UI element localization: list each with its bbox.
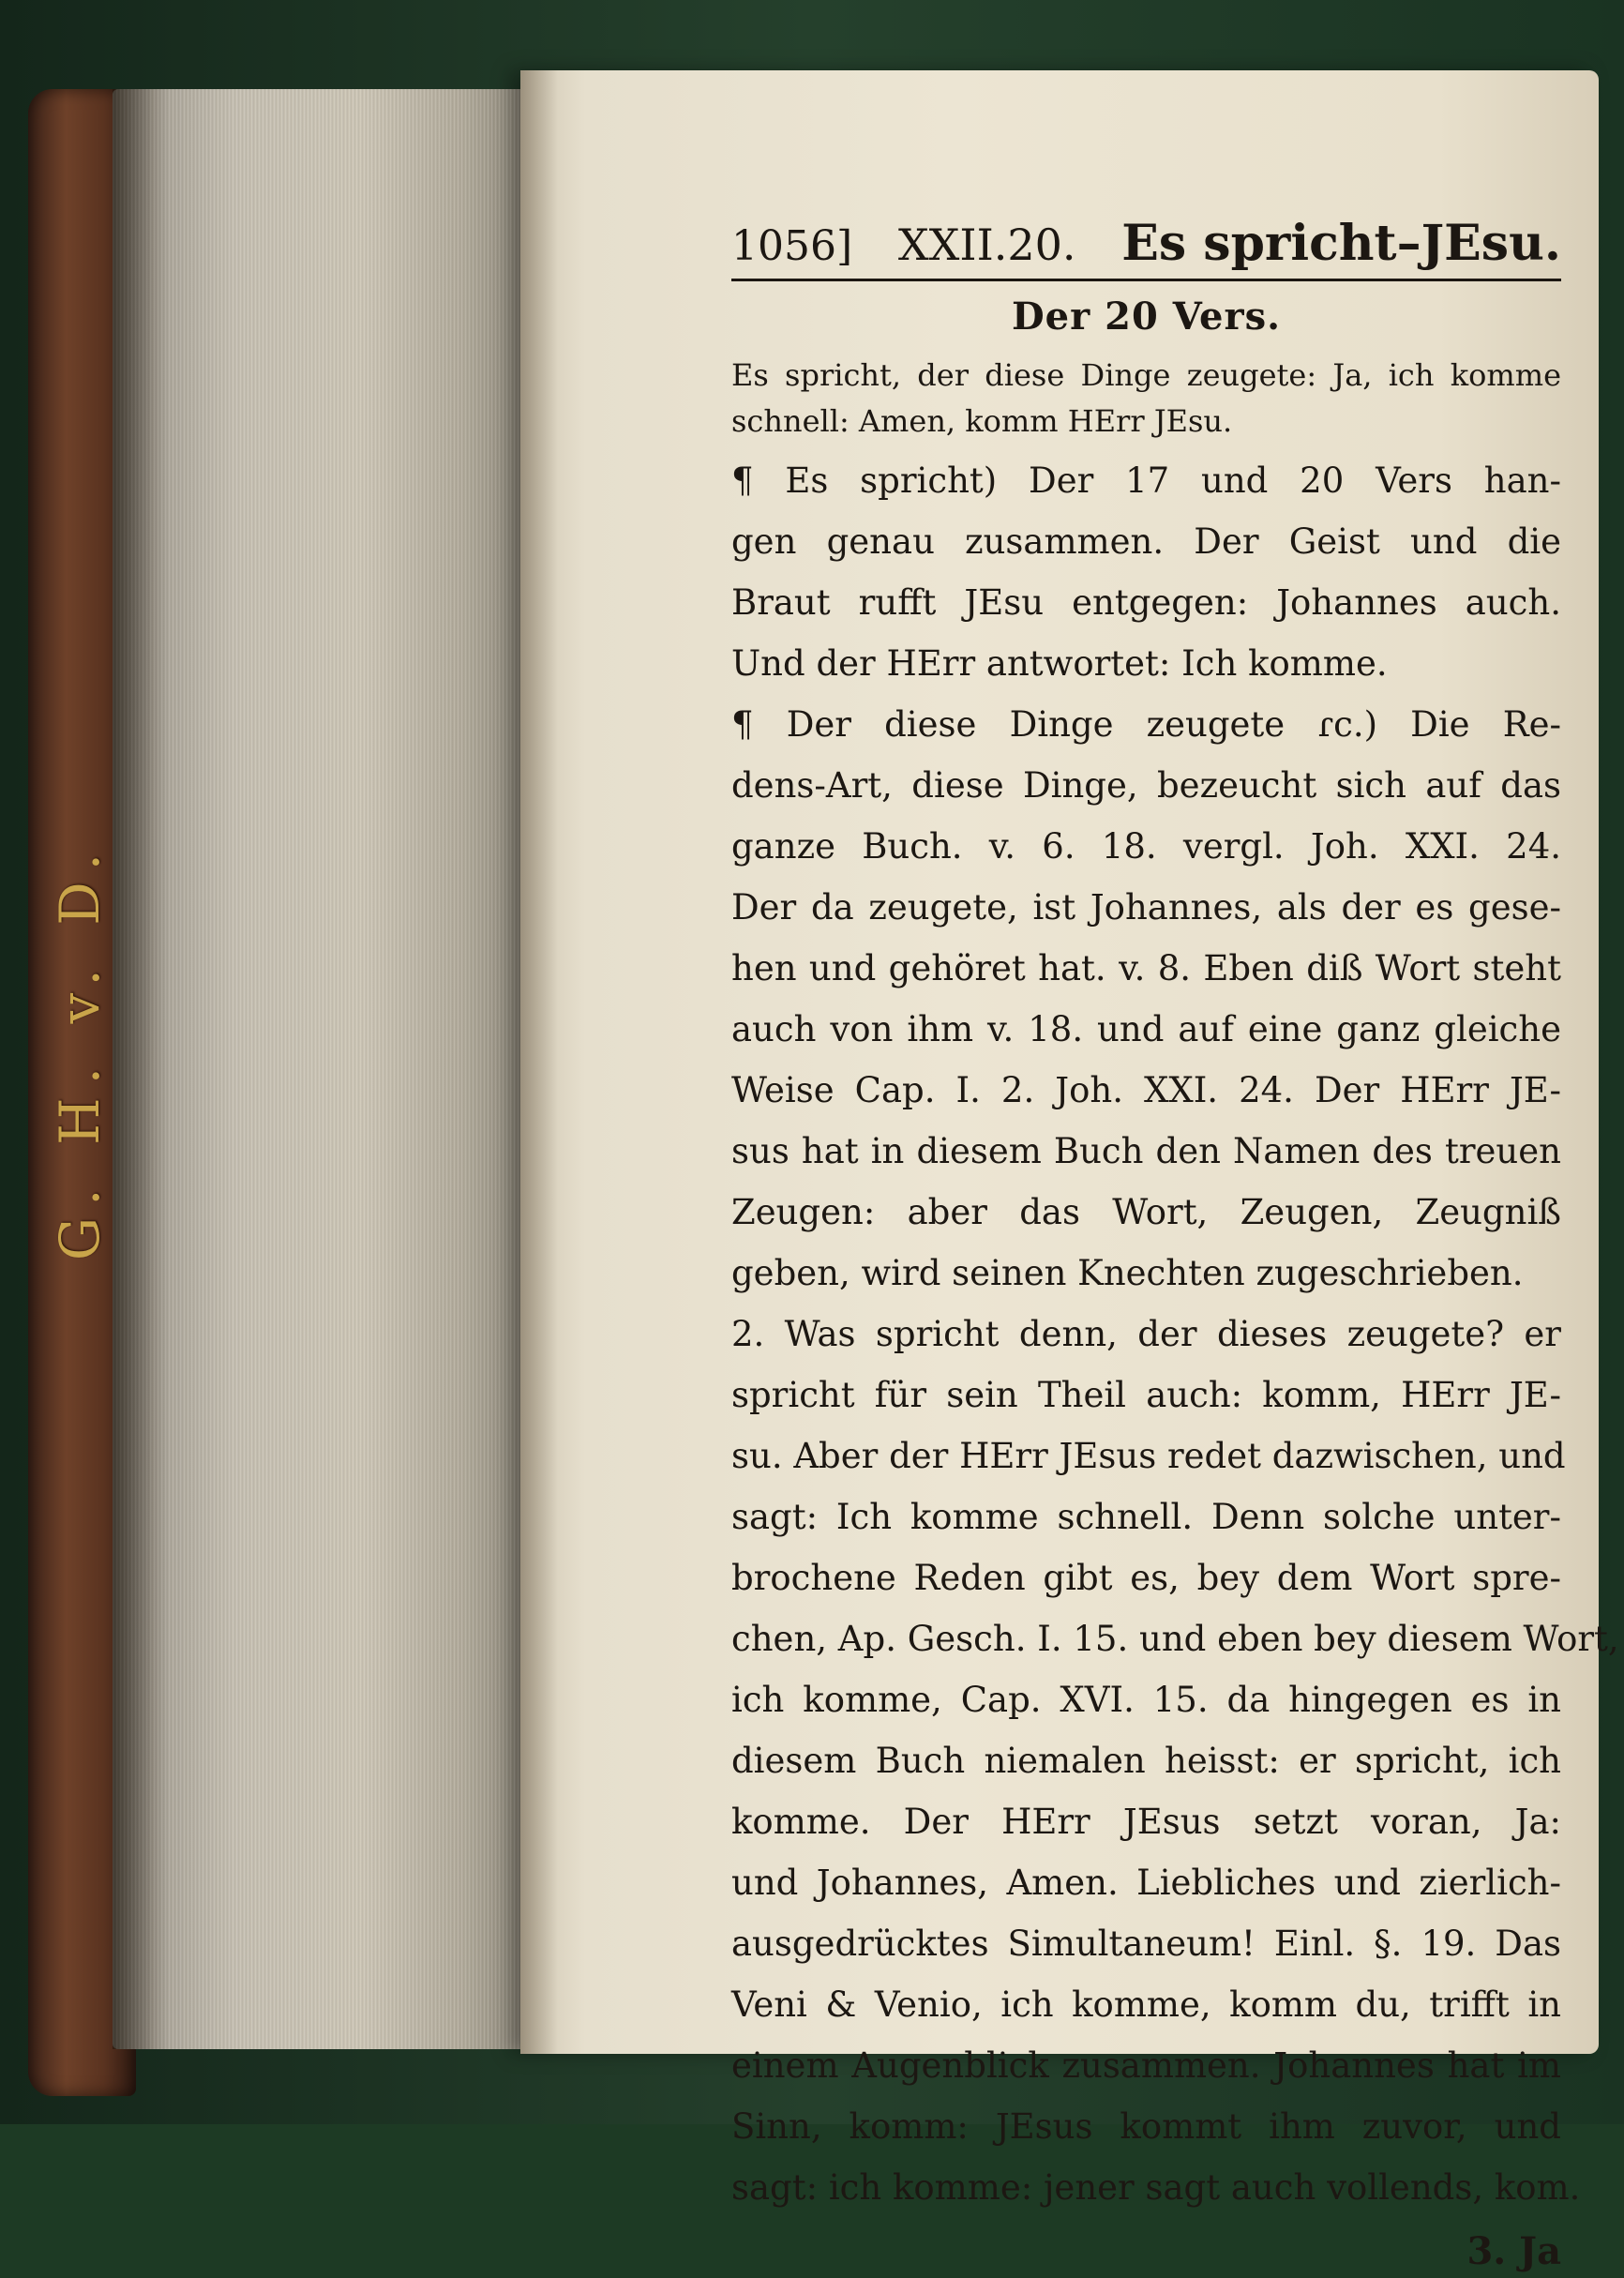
commentary-line: geben, wird seinen Knechten zugeschrieben. <box>731 1253 1524 1293</box>
commentary-line: Der da zeugete, ist Johannes, als der es gese- <box>731 887 1561 928</box>
commentary-line: ganze Buch. v. 6. 18. vergl. Joh. XXI. 24. <box>731 826 1561 867</box>
commentary-line: sagt: Ich komme schnell. Denn solche unter- <box>731 1497 1561 1537</box>
commentary-line: 2. Was spricht denn, der dieses zeugete? er <box>731 1314 1561 1354</box>
page-number: 1056] <box>731 222 853 270</box>
page-block-edges <box>113 89 525 2049</box>
verse-text <box>731 353 1561 445</box>
commentary-line: sus hat in diesem Buch den Namen des treuen <box>731 1131 1561 1171</box>
page-gutter-shadow <box>520 70 558 2054</box>
spine-label: G. H. v. D. <box>48 839 113 1261</box>
running-head <box>731 215 1561 281</box>
commentary-line: ich komme, Cap. XVI. 15. da hingegen es in <box>731 1680 1561 1720</box>
commentary-line: Braut rufft JEsu entgegen: Johannes auch. <box>731 582 1561 623</box>
commentary-line: spricht für sein Theil auch: komm, HErr JE- <box>731 1375 1561 1415</box>
commentary-line: su. Aber der HErr JEsus redet dazwischen, und <box>731 1436 1566 1476</box>
commentary-line: einem Augenblick zusammen. Johannes hat im <box>731 2045 1561 2086</box>
commentary-line: ausgedrücktes Simultaneum! Einl. §. 19. Das <box>731 1923 1561 1964</box>
spine-lettering <box>38 807 122 1294</box>
commentary-line: Veni & Venio, ich komme, komm du, trifft in <box>731 1984 1561 2025</box>
chapter-verse: XXII.20. <box>897 219 1076 270</box>
commentary-line: ¶ Der diese Dinge zeugete ɾc.) Die Re- <box>731 704 1561 745</box>
section-title: Der 20 Vers. <box>1011 294 1282 339</box>
commentary-line: dens-Art, diese Dinge, bezeucht sich auf das <box>731 765 1561 806</box>
commentary-line: sagt: ich komme: jener sagt auch vollends, kom. <box>731 2167 1581 2208</box>
verse-line: schnell: Amen, komm HErr JEsu. <box>731 403 1233 439</box>
commentary-line: gen genau zusammen. Der Geist und die <box>731 521 1561 562</box>
edge-shadow <box>113 89 169 2049</box>
commentary-line: Und der HErr antwortet: Ich komme. <box>731 643 1388 684</box>
verse-line: Es spricht, der diese Dinge zeugete: Ja, ich komme <box>731 357 1561 393</box>
commentary-line: chen, Ap. Gesch. I. 15. und eben bey diesem Wort, <box>731 1619 1619 1659</box>
commentary-line: hen und gehöret hat. v. 8. Eben diß Wort steht <box>731 948 1561 988</box>
commentary-line: Weise Cap. I. 2. Joh. XXI. 24. Der HErr JE- <box>731 1070 1561 1110</box>
commentary-line: Sinn, komm: JEsus kommt ihm zuvor, und <box>731 2106 1561 2147</box>
page-text-block <box>731 215 1619 2278</box>
commentary-line: Zeugen: aber das Wort, Zeugen, Zeugniß <box>731 1192 1561 1232</box>
commentary-line: brochene Reden gibt es, bey dem Wort spre- <box>731 1558 1561 1598</box>
commentary-line: diesem Buch niemalen heisst: er spricht, ich <box>731 1741 1561 1781</box>
commentary-line: auch von ihm v. 18. und auf eine ganz gleiche <box>731 1009 1561 1049</box>
commentary-line: komme. Der HErr JEsus setzt voran, Ja: <box>731 1802 1561 1842</box>
running-title: Es spricht–JEsu. <box>1121 215 1561 272</box>
catchword: 3. Ja <box>1466 2229 1561 2273</box>
commentary <box>731 450 1619 2218</box>
commentary-line: ¶ Es spricht) Der 17 und 20 Vers han- <box>731 460 1561 501</box>
commentary-line: und Johannes, Amen. Liebliches und zierlich- <box>731 1863 1561 1903</box>
